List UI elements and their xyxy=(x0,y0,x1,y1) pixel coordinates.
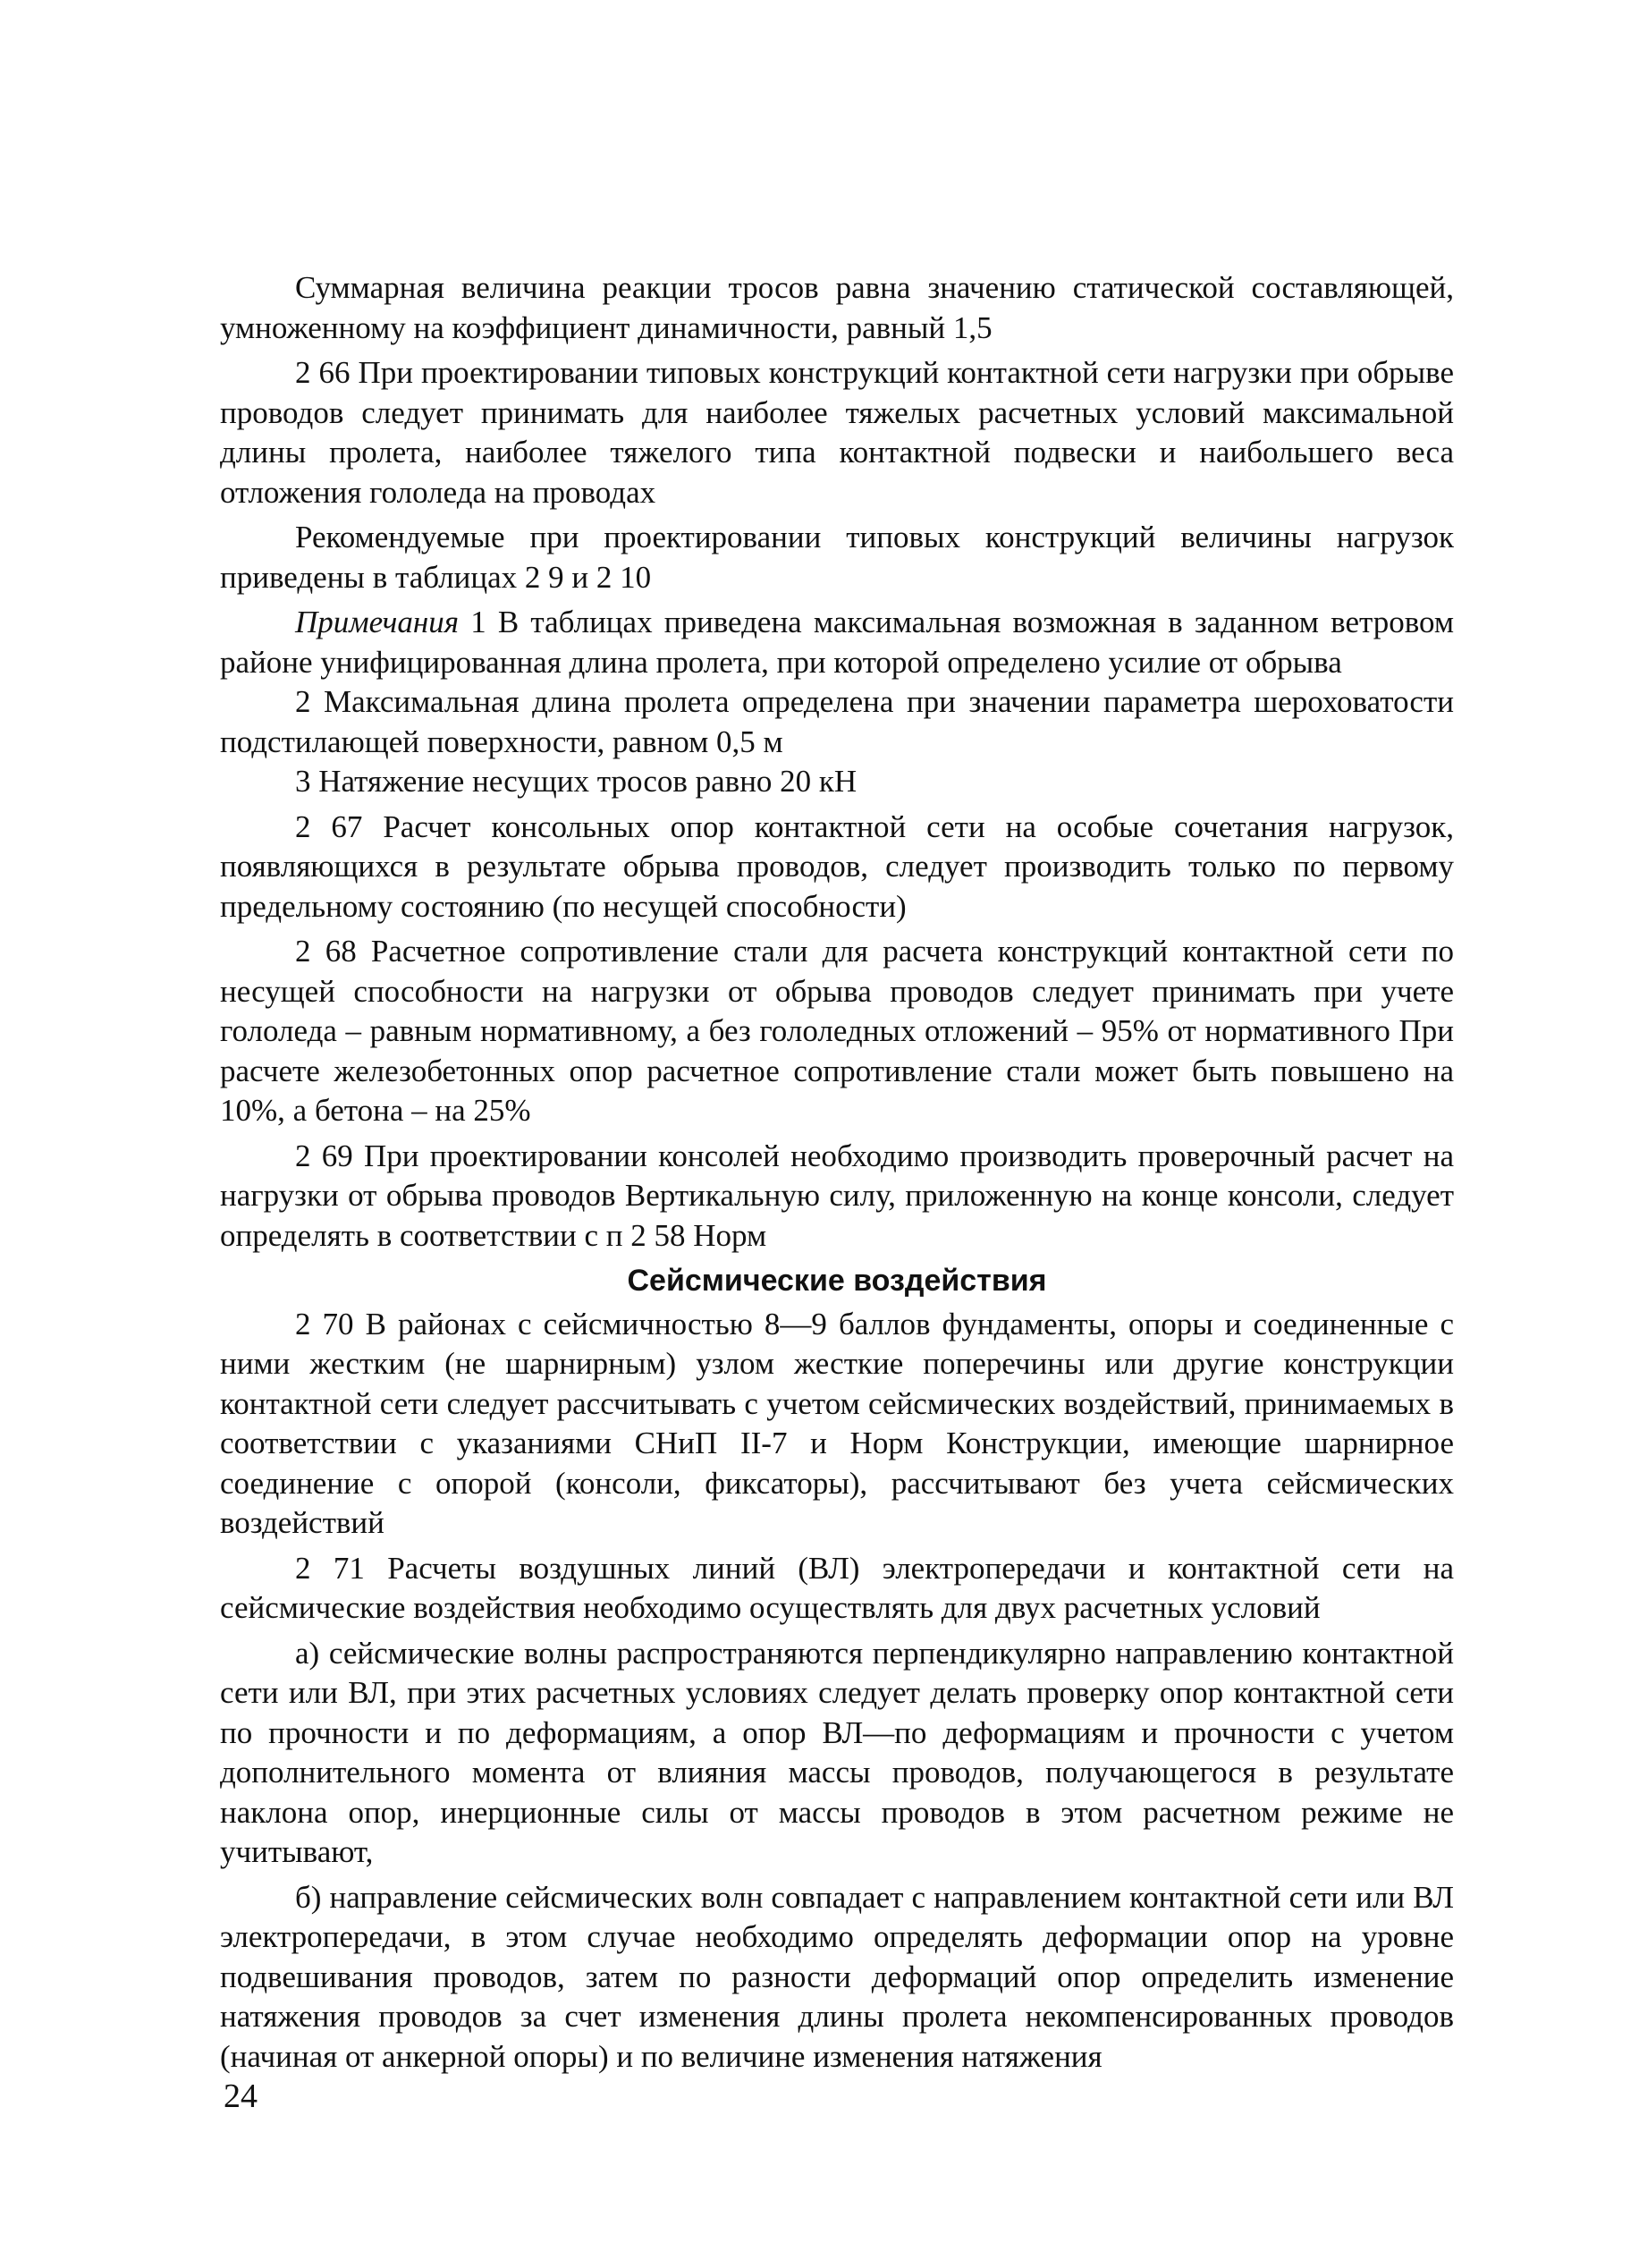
paragraph-a: а) сейсмические волны распространяются перпендикулярно направлению контактной сети или ВЛ, при этих расчетных условиях следует делать проверку опор контактной сети по прочности и по деформациям, а опор ВЛ—по деформациям и прочности с учетом дополнительного момента от влияния массы проводов, получающегося в результате наклона опор, инерционные силы от массы проводов в этом расчетном режиме не учитывают, xyxy=(220,1635,1454,1869)
page-number: 24 xyxy=(224,2078,258,2115)
paragraph-2-70: 2 70 В районах с сейсмичностью 8—9 баллов фундаменты, опоры и соединенные с ними жестким (не шарнирным) узлом жесткие поперечины или другие конструкции контактной сети следует рассчитывать с учетом сейсмических воздействий, принимаемых в соответствии с указаниями СНиП II-7 и Норм Конструкции, имеющие шарнирное соединение с опорой (консоли, фиксаторы), рассчитывают без учета сейсмических воздействий xyxy=(220,1306,1454,1540)
paragraph-recommended-loads: Рекомендуемые при проектировании типовых конструкций величины нагрузок приведены в таблицах 2 9 и 2 10 xyxy=(220,520,1454,595)
paragraph-2-71: 2 71 Расчеты воздушных линий (ВЛ) электропередачи и контактной сети на сейсмические воздействия необходимо осуществлять для двух расчетных условий xyxy=(220,1550,1454,1625)
body-text xyxy=(220,268,1454,2082)
note-1 xyxy=(220,603,1454,682)
section-heading: Сейсмические воздействия xyxy=(627,1264,1047,1298)
note-1-text: 1 В таблицах приведена максимальная возможная в заданном ветровом районе унифицированная длина пролета, при которой определено усилие от обрыва xyxy=(220,605,1454,680)
paragraph-2-66: 2 66 При проектировании типовых конструкций контактной сети нагрузки при обрыве проводов следует принимать для наиболее тяжелых расчетных условий максимальной длины пролета, наиболее тяжелого типа контактной подвески и наибольшего веса отложения гололеда на проводах xyxy=(220,355,1454,510)
paragraph-2-68: 2 68 Расчетное сопротивление стали для расчета конструкций контактной сети по несущей способности на нагрузки от обрыва проводов следует принимать при учете гололеда – равным нормативному, а без гололедных отложений – 95% от нормативного При расчете железобетонных опор расчетное сопротивление стали может быть повышено на 10%, а бетона – на 25% xyxy=(220,934,1454,1128)
notes-label: Примечания xyxy=(295,605,460,639)
paragraph-summary: Суммарная величина реакции тросов равна значению статической составляющей, умноженному на коэффициент динамичности, равный 1,5 xyxy=(220,270,1454,345)
paragraph-2-67: 2 67 Расчет консольных опор контактной сети на особые сочетания нагрузок, появляющихся в результате обрыва проводов, следует производить только по первому предельному состоянию (по несущей способности) xyxy=(220,808,1454,924)
paragraph-b: б) направление сейсмических волн совпадает с направлением контактной сети или ВЛ электропередачи, в этом случае необходимо определять деформации опор на уровне подвешивания проводов, затем по разности деформаций опор определить изменение натяжения проводов за счет изменения длины пролета некомпенсированных проводов (начиная от анкерной опоры) и по величине изменения натяжения xyxy=(220,1879,1454,2074)
note-3: 3 Натяжение несущих тросов равно 20 кН xyxy=(295,764,858,799)
note-2: 2 Максимальная длина пролета определена при значении параметра шероховатости подстилающей поверхности, равном 0,5 м xyxy=(220,684,1454,759)
paragraph-2-69: 2 69 При проектировании консолей необходимо производить проверочный расчет на нагрузки от обрыва проводов Вертикальную силу, приложенную на конце консоли, следует определять в соответствии с п 2 58 Норм xyxy=(220,1138,1454,1253)
